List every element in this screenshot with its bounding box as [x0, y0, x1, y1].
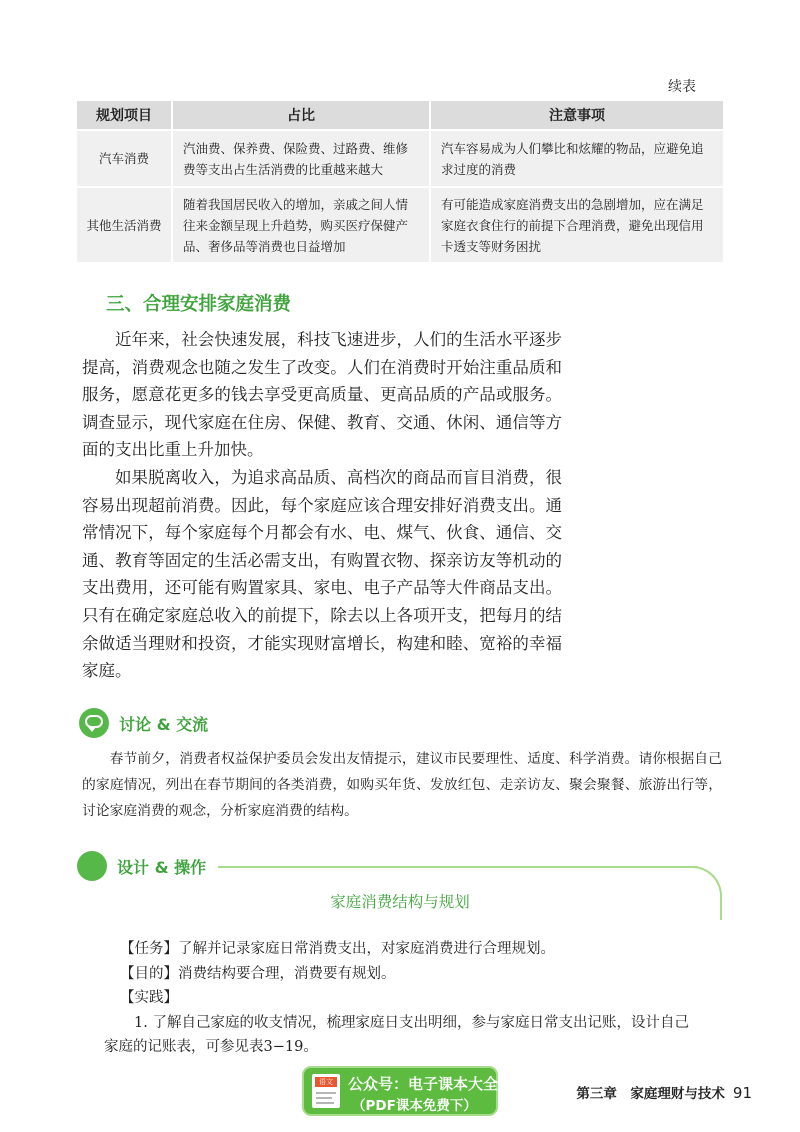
paragraph: 如果脱离收入，为追求高品质、高档次的商品而盲目消费，很容易出现超前消费。因此，每个家庭应该合理安排好消费支出。通常情况下，每个家庭每个月都会有水、电、煤气、伙食、通信、交通、教育等固定的生活必需支出，有购置衣物、探亲访友等机动的支出费用，还可能有购置家具、家电、电子产品等大件商品支出。只有在确定家庭总收入的前提下，除去以上各项开支，把每月的结余做适当理财和投资，才能实现财富增长，构建和睦、宽裕的幸福家庭。 [82, 467, 562, 681]
design-header [77, 851, 206, 881]
table-header-cell: 占比 [172, 101, 430, 130]
table-cell: 汽油费、保养费、保险费、过路费、维修费等支出占生活消费的比重越来越大 [172, 130, 430, 187]
planning-table [77, 101, 723, 262]
table-cell: 随着我国居民收入的增加，亲戚之间人情往来金额呈现上升趋势，购买医疗保健产品、奢侈品等消费也日益增加 [172, 187, 430, 262]
step-line-continued: 家庭的记账表，可参见表3−19。 [104, 1039, 318, 1055]
design-title: 家庭消费结构与规划 [330, 893, 470, 911]
page-number: 91 [732, 1084, 752, 1102]
body-text [82, 326, 562, 685]
paragraph: 春节前夕，消费者权益保护委员会发出友情提示，建议市民要理性、适度、科学消费。请你根据自己的家庭情况，列出在春节期间的各类消费，如购买年货、发放红包、走亲访友、聚会聚餐、旅游出行等，讨论家庭消费的观念，分析家庭消费的结构。 [82, 751, 722, 819]
table-cell: 汽车消费 [77, 130, 172, 187]
chat-bubble-icon [79, 708, 109, 738]
task-line: 【任务】了解并记录家庭日常消费支出，对家庭消费进行合理规划。 [120, 941, 555, 957]
design-content [104, 937, 710, 1060]
discuss-text [82, 746, 722, 824]
purpose-line: 【目的】消费结构要合理，消费要有规划。 [120, 965, 396, 982]
badge-line1: 公众号：电子课本大全 [348, 1075, 499, 1093]
book-icon: 语文 [312, 1074, 340, 1108]
table-cell: 其他生活消费 [77, 187, 172, 262]
green-dot-icon [77, 851, 107, 881]
step-line: 1. 了解自己家庭的收支情况，梳理家庭日支出明细，参与家庭日常支出记账，设计自己 [134, 1014, 689, 1031]
discuss-label: 讨论 & 交流 [119, 714, 209, 734]
table-header-cell: 规划项目 [77, 101, 172, 130]
table-row [77, 130, 723, 187]
chapter-title: 第三章 家庭理财与技术 [576, 1086, 725, 1102]
table-cell: 有可能造成家庭消费支出的急剧增加，应在满足家庭衣食住行的前提下合理消费，避免出现信用卡透支等财务困扰 [430, 187, 723, 262]
design-label: 设计 & 操作 [117, 857, 207, 877]
table-header-cell: 注意事项 [430, 101, 723, 130]
discuss-header [79, 708, 208, 738]
badge-line2: （PDF课本免费下） [352, 1098, 477, 1114]
section-title: 三、合理安排家庭消费 [106, 294, 292, 315]
divider [218, 866, 698, 868]
continued-label: 续表 [668, 79, 696, 95]
page-footer [576, 1082, 752, 1102]
paragraph: 近年来，社会快速发展，科技飞速进步，人们的生活水平逐步提高，消费观念也随之发生了改变。人们在消费时开始注重品质和服务，愿意花更多的钱去享受更高质量、更高品质的产品或服务。调查显示，现代家庭在住房、保健、教育、交通、休闲、通信等方面的支出比重上升加快。 [82, 330, 562, 460]
table-header-row [77, 101, 723, 130]
table-row [77, 187, 723, 262]
table-cell: 汽车容易成为人们攀比和炫耀的物品，应避免追求过度的消费 [430, 130, 723, 187]
watermark-badge [302, 1066, 498, 1116]
practice-line: 【实践】 [120, 990, 178, 1006]
